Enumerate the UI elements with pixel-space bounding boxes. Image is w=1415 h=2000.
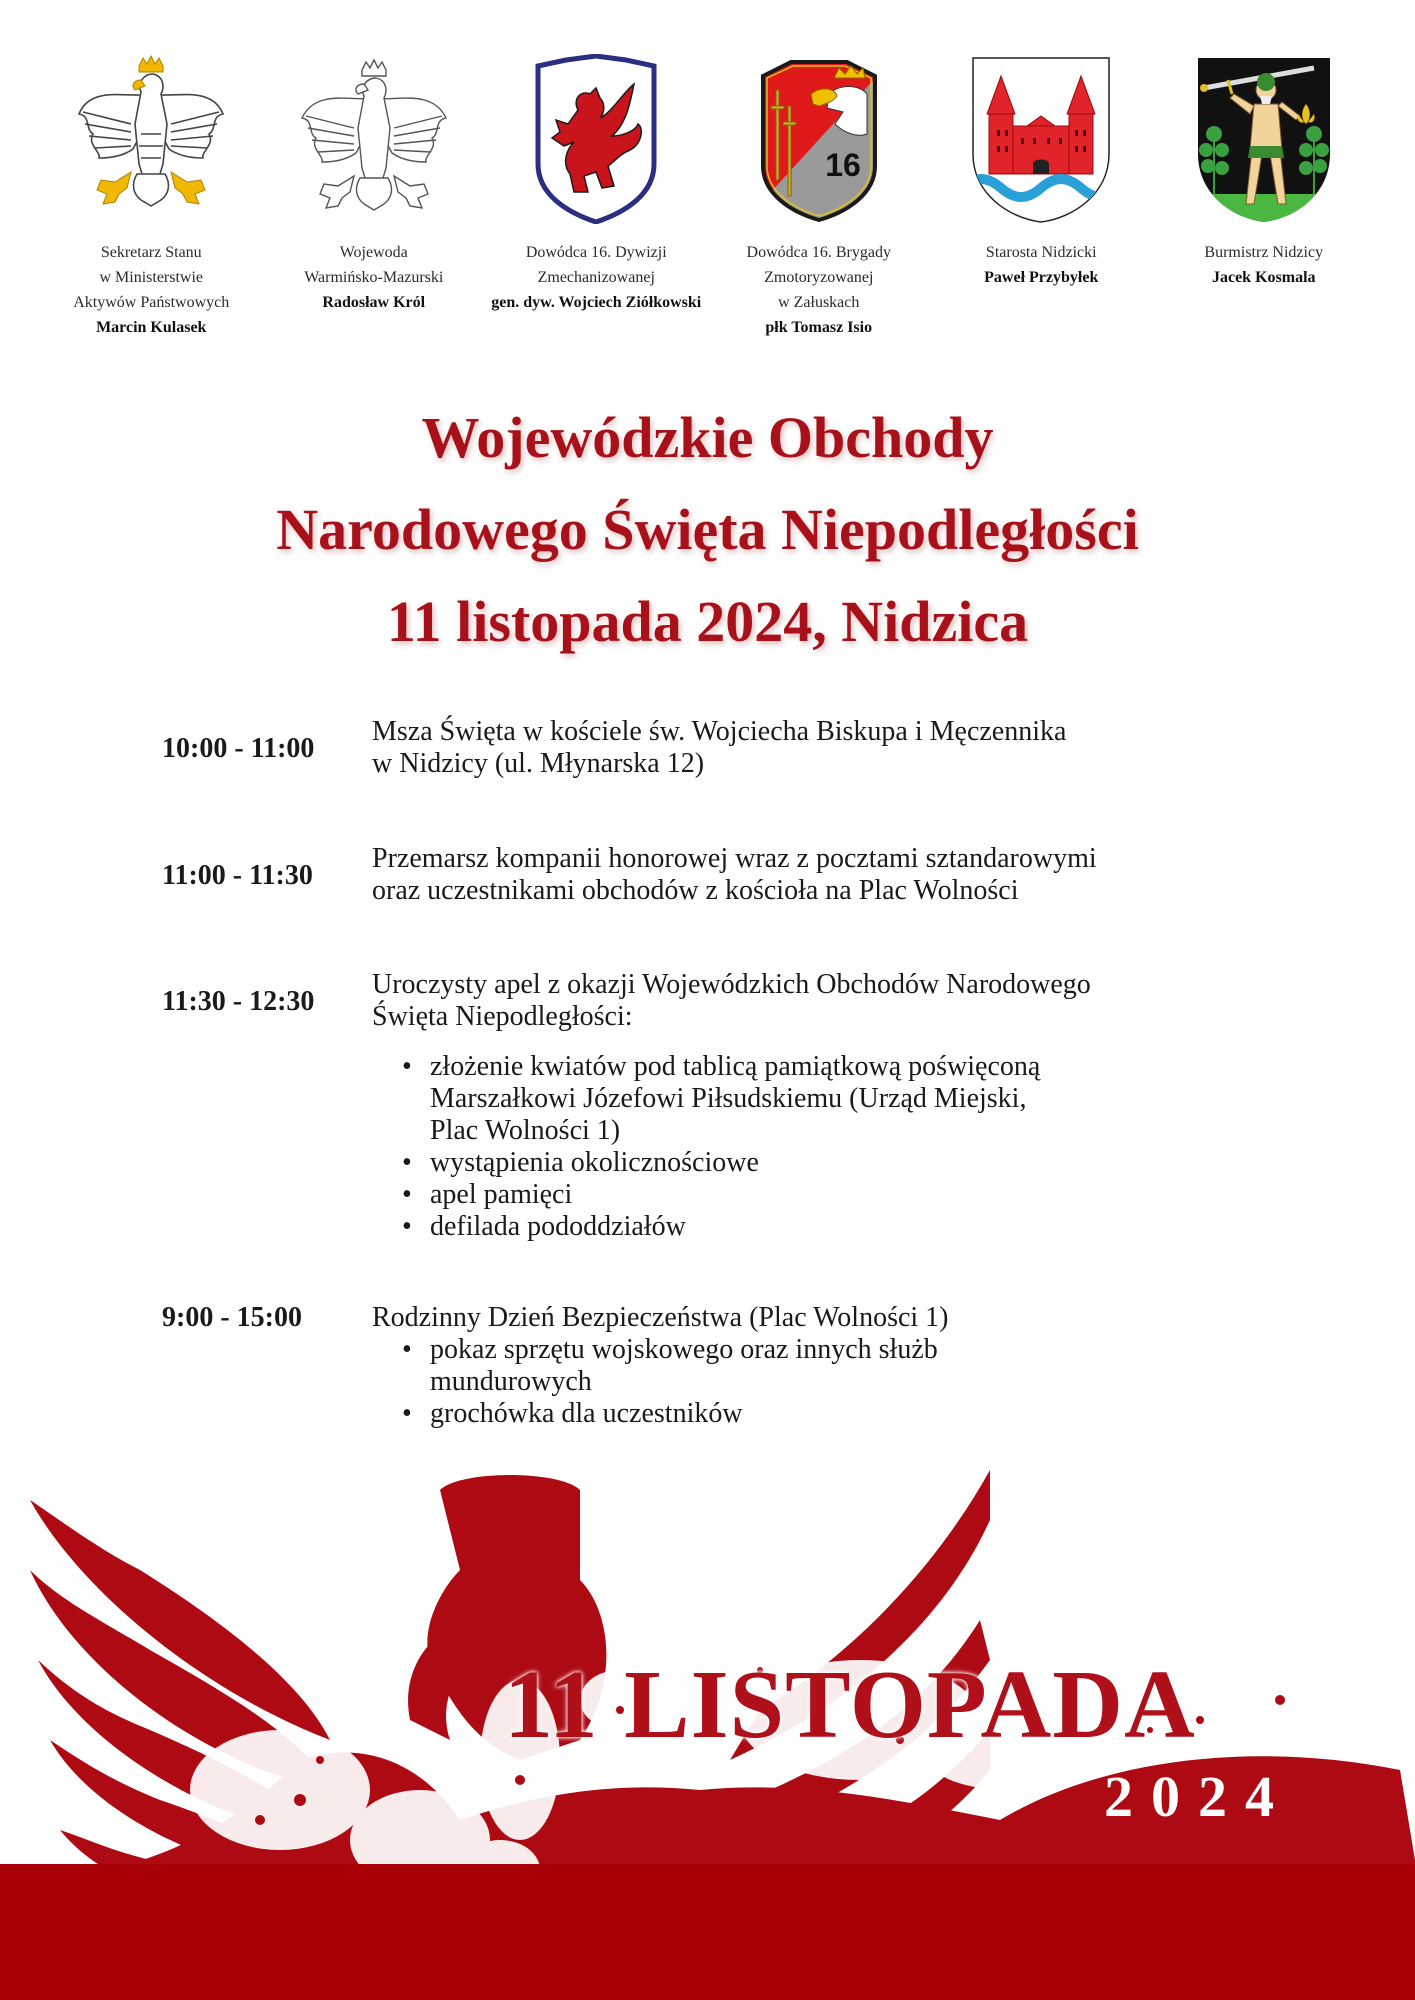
banner-date: 11 LISTOPADA [504,1651,1196,1759]
patron-title-line: Zmechanizowanej [537,269,655,286]
bullet-item [402,1211,1232,1243]
patron-caption [1204,240,1323,290]
bullet-item [402,1179,1232,1211]
patron-caption [304,240,443,315]
patron-name: gen. dyw. Wojciech Ziółkowski [491,294,702,311]
description-line: Msza Święta w kościele św. Wojciecha Biskupa i Męczennika [372,716,1067,747]
description-line: Uroczysty apel z okazji Wojewódzkich Obchodów Narodowego [372,969,1091,1000]
schedule-time: 9:00 - 15:00 [162,1302,302,1333]
patron-5 [930,54,1153,340]
patrons-row [40,54,1375,340]
schedule-row [162,843,1262,969]
bullet-line: • apel pamięci [430,1179,573,1210]
patron-caption [747,240,891,340]
bullet-line: • wystąpienia okolicznościowe [430,1147,759,1178]
patron-2 [263,54,486,340]
schedule-row [162,1302,1262,1430]
patron-caption [73,240,229,340]
bullet-line: mundurowych [430,1366,592,1397]
schedule-time: 11:00 - 11:30 [162,860,313,891]
bullet-list [372,1051,1232,1243]
bullet-line: • defilada pododdziałów [430,1211,686,1242]
bullet-line: • grochówka dla uczestników [430,1398,743,1429]
bottom-red-band [0,1864,1415,2000]
patron-title-line: Zmotoryzowanej [764,269,874,286]
patron-3 [485,54,708,340]
patron-title-line: Starosta Nidzicki [985,244,1097,261]
brigade-16-shield-icon [739,54,899,224]
bullet-list [372,1334,1232,1430]
patron-name: Marcin Kulasek [96,319,207,336]
description-line: w Nidzicy (ul. Młynarska 12) [372,748,705,779]
patron-6 [1153,54,1376,340]
bullet-line: • złożenie kwiatów pod tablicą pamiątkową poświęconą [430,1051,1041,1082]
patron-title-line: Dowódca 16. Brygady [746,244,891,261]
patron-title-line: Sekretarz Stanu [100,244,202,261]
brigade-number: 16 [824,147,861,183]
patron-title-line: Warmińsko-Mazurski [304,269,444,286]
title-line-2: Narodowego Święta Niepodległości [276,497,1139,562]
patron-title-line: Aktywów Państwowych [73,294,230,311]
patron-4 [708,54,931,340]
schedule-time: 11:30 - 12:30 [162,986,315,1017]
schedule-row [162,716,1262,843]
patron-name: Radosław Król [322,294,426,311]
schedule-time: 10:00 - 11:00 [162,733,315,764]
patron-name: Jacek Kosmala [1211,269,1316,286]
polish-eagle-gold-icon [71,54,231,224]
patron-title-line: w Ministerstwie [99,269,204,286]
banner-year: 2024 [1104,1764,1292,1829]
patron-title-line: Burmistrz Nidzicy [1204,244,1324,261]
title-line-1: Wojewódzkie Obchody [421,405,994,470]
bullet-line: • pokaz sprzętu wojskowego oraz innych służb [430,1334,938,1365]
title-line-3: 11 listopada 2024, Nidzica [386,589,1029,654]
description-line: oraz uczestnikami obchodów z kościoła na Plac Wolności [372,875,1019,906]
bullet-item [402,1051,1232,1147]
description-line: Przemarsz kompanii honorowej wraz z pocztami sztandarowymi [372,843,1097,874]
schedule-description [372,716,1232,843]
schedule-description [372,1302,1232,1430]
castle-shield-icon [961,54,1121,224]
polish-eagle-outline-icon [294,54,454,224]
description-line: Święta Niepodległości: [372,1001,633,1032]
schedule-description [372,969,1232,1302]
bullet-item [402,1398,1232,1430]
bullet-item [402,1334,1232,1398]
griffin-shield-icon [516,54,676,224]
schedule-row [162,969,1262,1302]
bullet-line: Plac Wolności 1) [430,1115,621,1146]
patron-title-line: w Załuskach [778,294,860,311]
patron-title-line: Dowódca 16. Dywizji [525,244,667,261]
wild-man-shield-icon [1184,54,1344,224]
patron-1 [40,54,263,340]
event-schedule [162,716,1262,1430]
patron-name: Paweł Przybyłek [984,269,1099,286]
patron-caption [984,240,1098,290]
patron-title-line: Wojewoda [339,244,408,261]
bullet-item [402,1147,1232,1179]
page-title [0,392,1415,668]
schedule-description [372,843,1232,969]
bullet-line: Marszałkowi Józefowi Piłsudskiemu (Urząd Miejski, [430,1083,1027,1114]
patron-name: płk Tomasz Isio [765,319,873,336]
description-line: Rodzinny Dzień Bezpieczeństwa (Plac Wolności 1) [372,1302,949,1333]
patron-caption [491,240,701,315]
